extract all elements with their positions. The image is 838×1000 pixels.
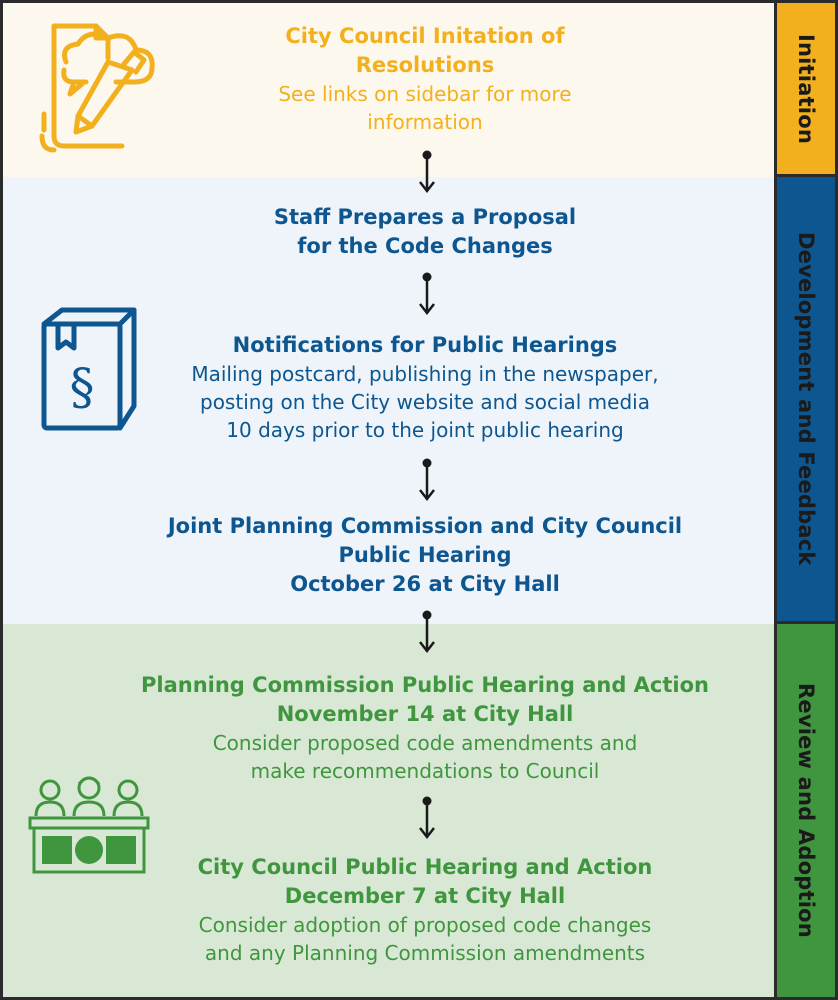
joint-hearing-line1: Joint Planning Commission and City Council <box>167 514 683 538</box>
planning-commission-line1: Planning Commission Public Hearing and Action <box>141 673 709 697</box>
flow-arrow <box>417 150 437 194</box>
planning-commission-desc-line1: Consider proposed code amendments and <box>212 731 638 755</box>
joint-hearing-line3: October 26 at City Hall <box>290 572 560 596</box>
initiation-desc-line1: See links on sidebar for more <box>278 82 572 106</box>
planning-commission-step <box>0 671 838 785</box>
joint-hearing-step <box>0 512 838 599</box>
notifications-desc-line3: 10 days prior to the joint public hearing <box>226 418 624 442</box>
initiation-title-line2: Resolutions <box>355 53 495 77</box>
staff-proposal-step <box>0 203 838 261</box>
notifications-desc-line2: posting on the City website and social media <box>200 390 650 414</box>
initiation-desc-line2: information <box>367 110 483 134</box>
city-council-desc-line2: and any Planning Commission amendments <box>204 941 646 965</box>
initiation-step <box>0 22 838 136</box>
city-council-line2: December 7 at City Hall <box>284 884 566 908</box>
staff-proposal-line1: Staff Prepares a Proposal <box>273 205 577 229</box>
svg-text:§: § <box>69 358 95 416</box>
initiation-label-text: Initiation <box>794 33 818 144</box>
notifications-step <box>0 331 838 444</box>
development-label-text: Development and Feedback <box>794 232 818 566</box>
flow-arrow <box>417 610 437 654</box>
initiation-title-line1: City Council Initation of <box>285 24 565 48</box>
planning-commission-line2: November 14 at City Hall <box>276 702 574 726</box>
city-council-desc-line1: Consider adoption of proposed code changes <box>198 913 652 937</box>
review-label-text: Review and Adoption <box>794 683 818 938</box>
city-council-step <box>0 853 838 967</box>
flow-arrow <box>417 272 437 316</box>
flow-arrow <box>417 796 437 840</box>
city-council-line1: City Council Public Hearing and Action <box>197 855 653 879</box>
planning-commission-desc-line2: make recommendations to Council <box>250 759 600 783</box>
flow-arrow <box>417 458 437 502</box>
joint-hearing-line2: Public Hearing <box>338 543 512 567</box>
notifications-desc-line1: Mailing postcard, publishing in the newspaper, <box>191 362 659 386</box>
notifications-title: Notifications for Public Hearings <box>232 333 618 357</box>
staff-proposal-line2: for the Code Changes <box>297 234 553 258</box>
